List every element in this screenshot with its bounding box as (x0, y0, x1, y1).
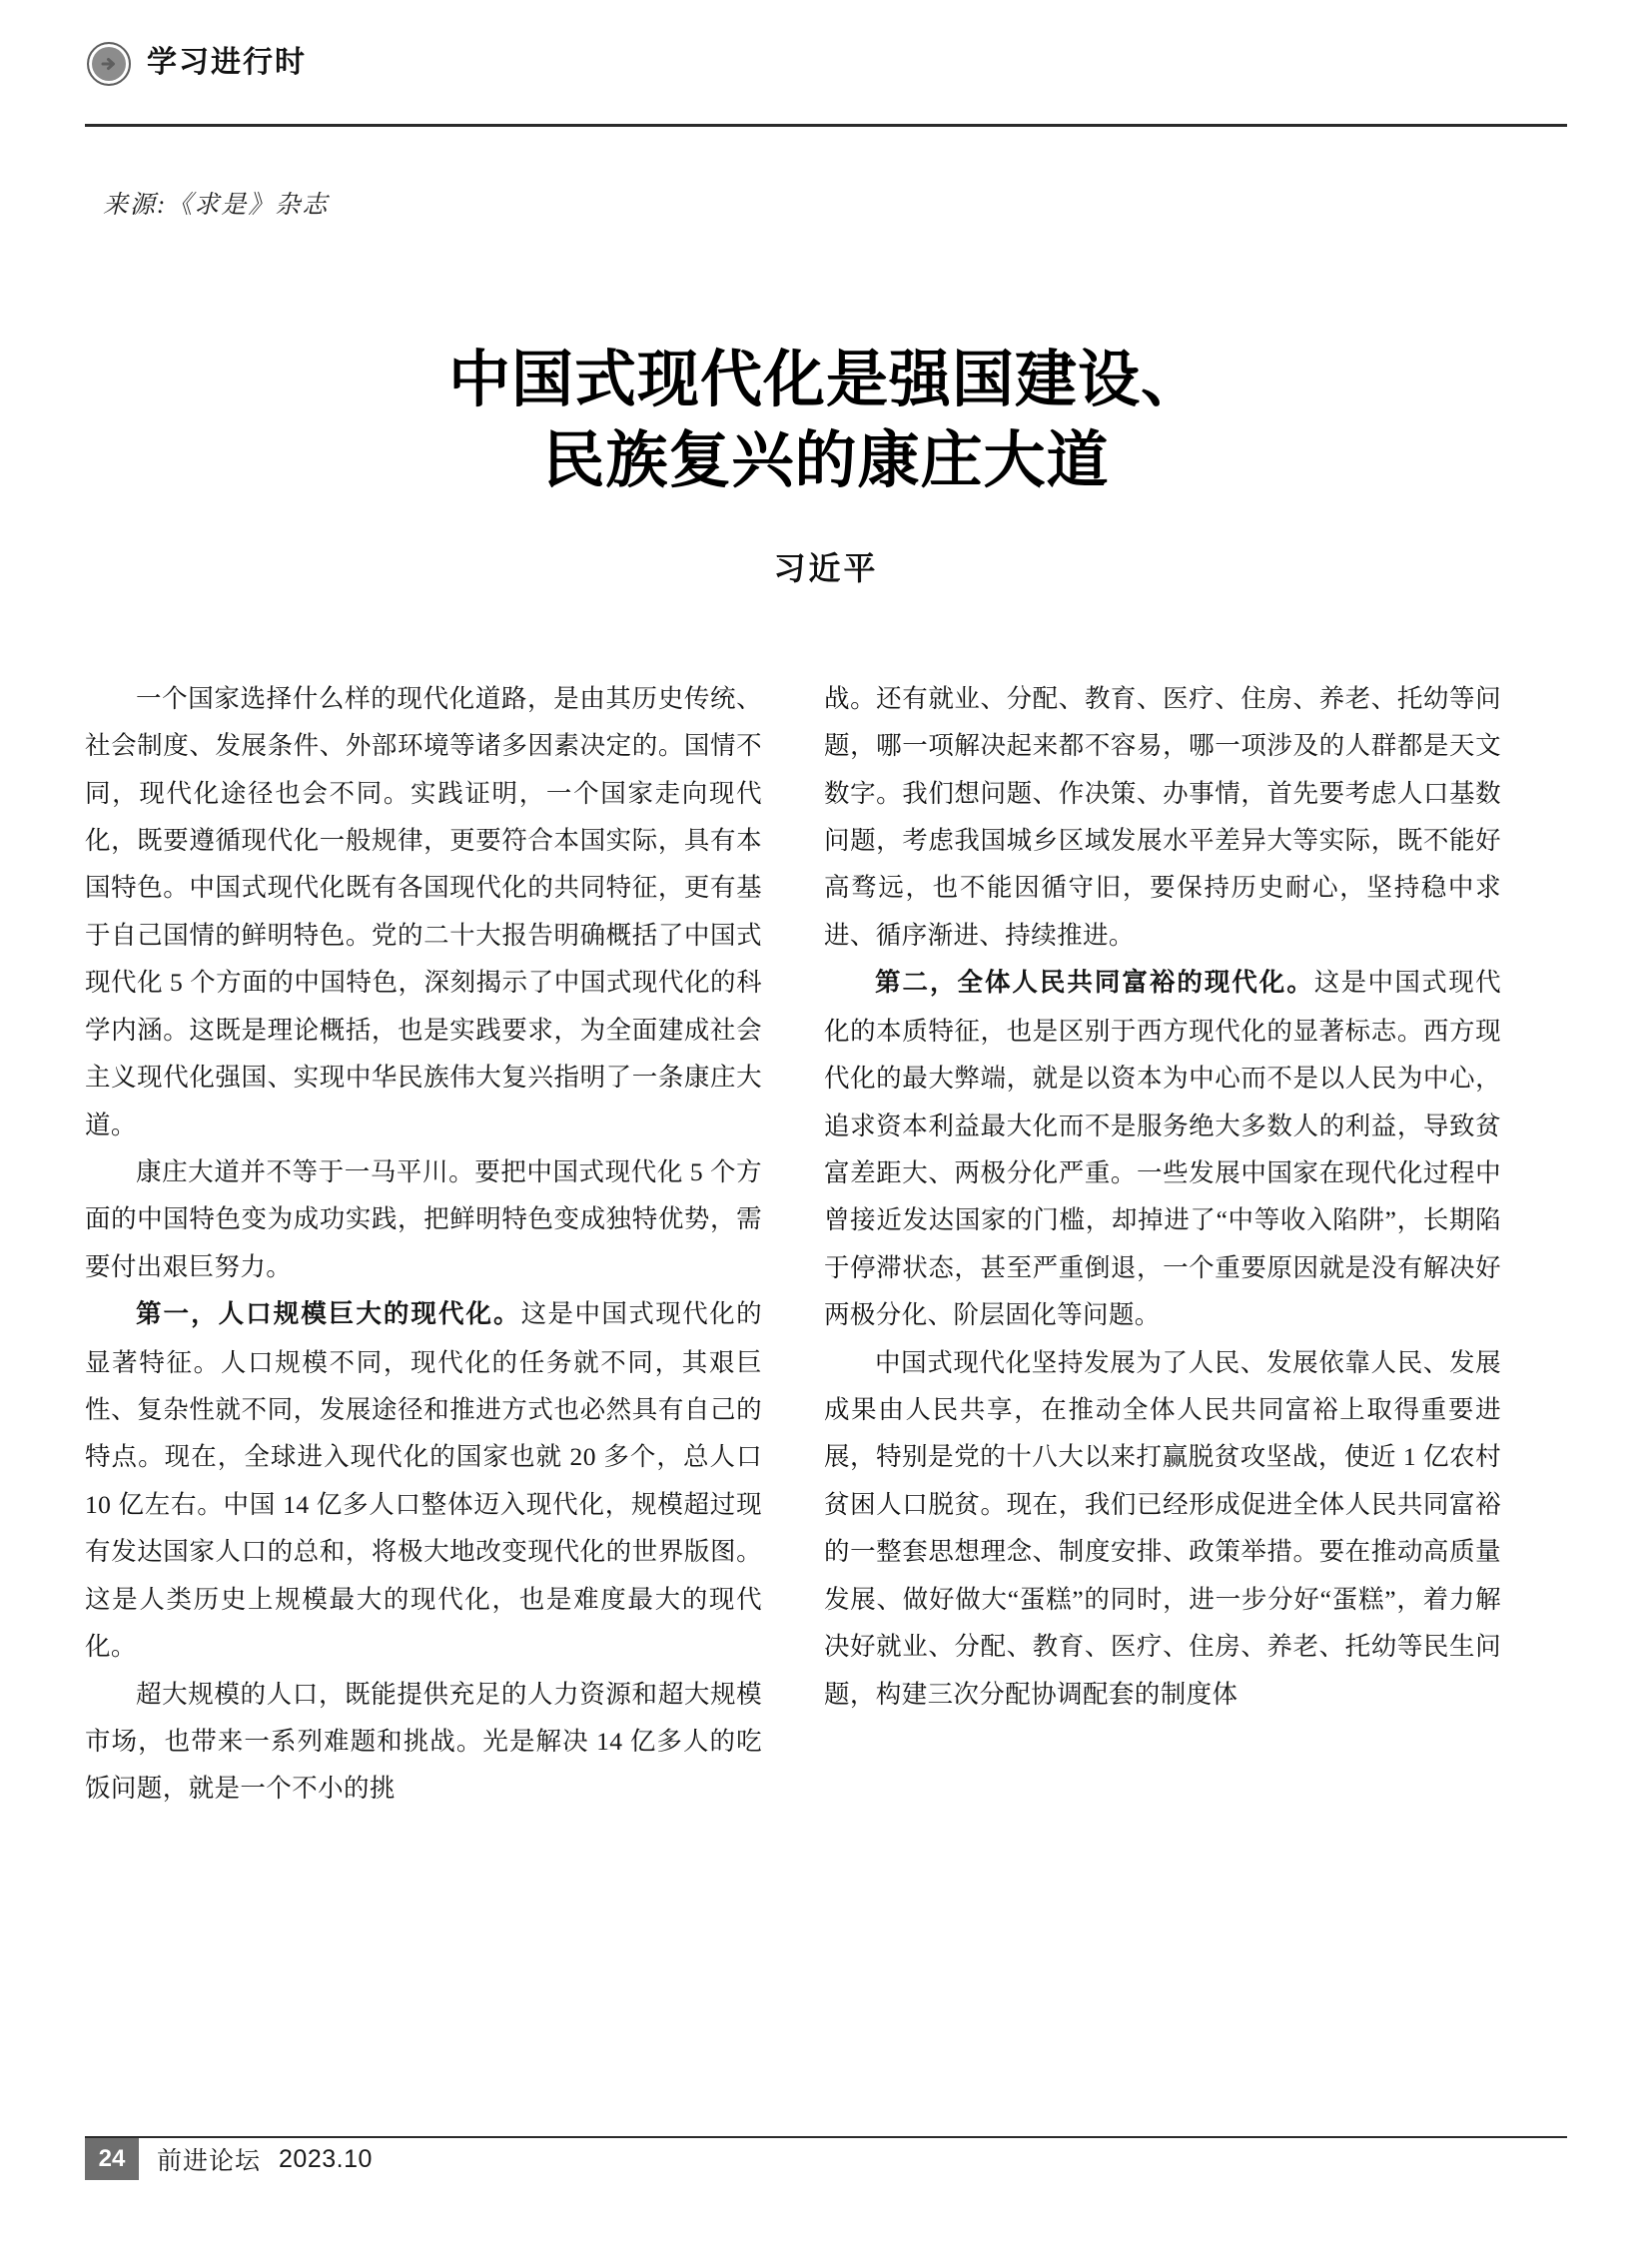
title-block (85, 341, 1567, 589)
article-body (85, 675, 1567, 1813)
article-title-line-2: 民族复兴的康庄大道 (542, 425, 1110, 495)
column-right (824, 675, 1501, 1718)
arrow-circle-right-icon (87, 42, 131, 86)
paragraph: 超大规模的人口，既能提供充足的人力资源和超大规模市场，也带来一系列难题和挑战。光是解决 14 亿多人的吃饭问题，就是一个不小的挑 (85, 1679, 762, 1804)
paragraph: 战。还有就业、分配、教育、医疗、住房、养老、托幼等问题，哪一项解决起来都不容易，哪一项涉及的人群都是天文数字。我们想问题、作决策、办事情，首先要考虑人口基数问题，考虑我国城乡区域发展水平差异大等实际，既不能好高骛远，也不能因循守旧，要保持历史耐心，坚持稳中求进、循序渐进、持续推进。 (824, 683, 1501, 950)
source-line: 来源:《求是》杂志 (103, 192, 330, 219)
paragraph (85, 1290, 762, 1670)
paragraph: 康庄大道并不等于一马平川。要把中国式现代化 5 个方面的中国特色变为成功实践，把鲜明特色变成独特优势，需要付出艰巨努力。 (85, 1156, 762, 1281)
paragraph-lead: 第一，人口规模巨大的现代化。 (136, 1300, 521, 1329)
masthead (85, 42, 1567, 127)
page-title (85, 341, 1567, 501)
page-number: 24 (85, 2138, 139, 2180)
byline: 习近平 (773, 549, 879, 586)
footer-issue-date: 2023.10 (279, 2144, 373, 2173)
article-title-line-1: 中国式现代化是强国建设、 (447, 346, 1204, 414)
paragraph: 一个国家选择什么样的现代化道路，是由其历史传统、社会制度、发展条件、外部环境等诸多因素决定的。国情不同，现代化途径也会不同。实践证明，一个国家走向现代化，既要遵循现代化一般规律，更要符合本国实际，具有本国特色。中国式现代化既有各国现代化的共同特征，更有基于自己国情的鲜明特色。党的二十大报告明确概括了中国式现代化 5 个方面的中国特色，深刻揭示了中国式现代化的科学内涵。这既是理论概括，也是实践要求，为全面建成社会主义现代化强国、实现中华民族伟大复兴指明了一条康庄大道。 (85, 683, 762, 1139)
paragraph (824, 959, 1501, 1338)
footer-journal-name: 前进论坛 (157, 2147, 262, 2175)
paragraph: 中国式现代化坚持发展为了人民、发展依靠人民、发展成果由人民共享，在推动全体人民共同富裕上取得重要进展，特别是党的十八大以来打赢脱贫攻坚战，使近 1 亿农村贫困人口脱贫。现在，我们已经形成促进全体人民共同富裕的一整套思想理念、制度安排、政策举措。要在推动高质量发展、做好做大“蛋糕”的同时，进一步分好“蛋糕”，着力解决好就业、分配、教育、医疗、住房、养老、托幼等民生问题，构建三次分配协调配套的制度体 (824, 1347, 1501, 1709)
paragraph-rest: 这是中国式现代化的显著特征。人口规模不同，现代化的任务就不同，其艰巨性、复杂性就不同，发展途径和推进方式也必然具有自己的特点。现在，全球进入现代化的国家也就 20 多个，总人口 10 亿左右。中国 14 亿多人口整体迈入现代化，规模超过现有发达国家人口的总和，将极大地改变现代化的世界版图。这是人类历史上规模最大的现代化，也是难度最大的现代化。 (85, 1299, 762, 1662)
page-footer (85, 2136, 1567, 2184)
column-left (85, 675, 762, 1813)
masthead-inner (85, 42, 307, 86)
footer-row (85, 2138, 1567, 2180)
masthead-title: 学习进行时 (147, 46, 307, 79)
paragraph-lead: 第二，全体人民共同富裕的现代化。 (875, 969, 1314, 998)
paragraph-rest: 这是中国式现代化的本质特征，也是区别于西方现代化的显著标志。西方现代化的最大弊端，就是以资本为中心而不是以人民为中心，追求资本利益最大化而不是服务绝大多数人的利益，导致贫富差距大、两极分化严重。一些发展中国家在现代化过程中曾接近发达国家的门槛，却掉进了“中等收入陷阱”，长期陷于停滞状态，甚至严重倒退，一个重要原因就是没有解决好两极分化、阶层固化等问题。 (824, 968, 1501, 1330)
